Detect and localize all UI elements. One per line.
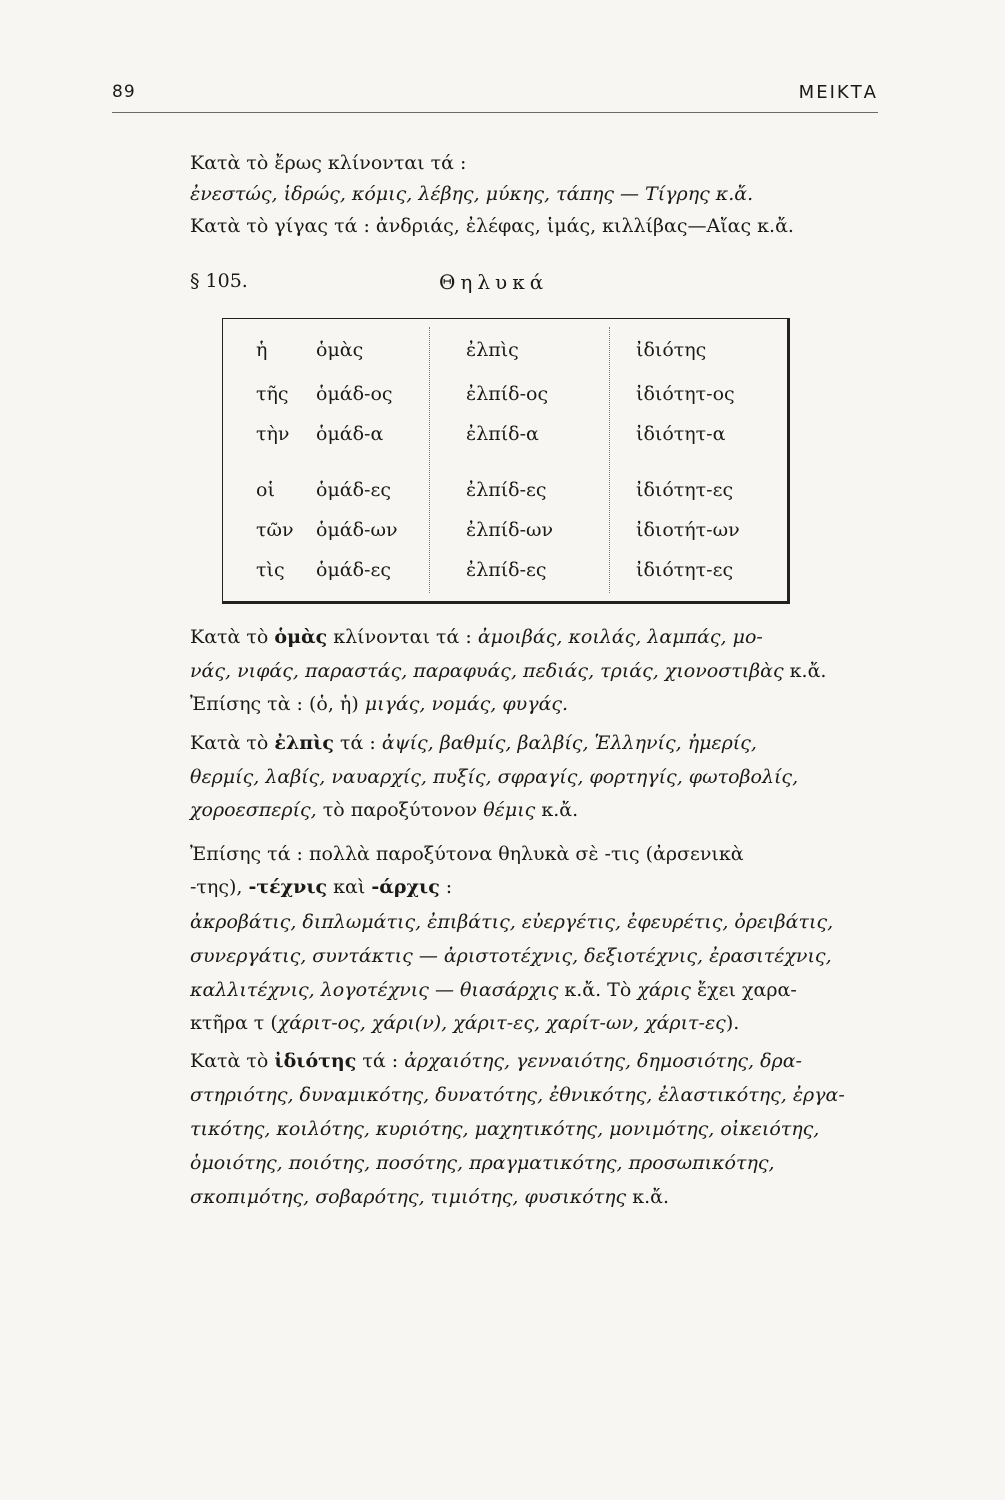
section-title: Θηλυκά bbox=[439, 270, 549, 294]
omas-form: ὁμάδ-ος bbox=[316, 383, 393, 405]
declension-table bbox=[222, 318, 790, 604]
running-head: ΜΕΙΚΤΑ bbox=[798, 82, 878, 103]
omas-keyword: ὁμὰς bbox=[274, 626, 328, 648]
idiotis-paragraph-line: τικότης, κοιλότης, κυριότης, μαχητικότης, μονιμότης, οἰκειότης, bbox=[190, 1118, 820, 1140]
idiotis-keyword: ἰδιότης bbox=[274, 1050, 357, 1072]
omas-form: ὁμάδ-ες bbox=[316, 559, 391, 581]
idiotis-form: ἰδιότης bbox=[636, 339, 707, 361]
paroxytona-line: ἀκροβάτις, διπλωμάτις, ἐπιβάτις, εὐεργέτις, ἐφευρέτις, ὀρειβάτις, bbox=[190, 911, 834, 933]
idiotis-paragraph-line: ὁμοιότης, ποιότης, ποσότης, πραγματικότης, προσωπικότης, bbox=[190, 1152, 775, 1174]
elpis-form: ἐλπὶς bbox=[466, 339, 519, 361]
elpis-keyword: ἐλπὶς bbox=[274, 732, 334, 754]
elpis-form: ἐλπίδ-ες bbox=[466, 479, 547, 501]
eros-examples: ἐνεστώς, ἱδρώς, κόμις, λέβης, μύκης, τάπης — Τίγρης κ.ἄ. bbox=[190, 183, 754, 205]
column-divider bbox=[609, 327, 610, 593]
paroxytona-line: Ἐπίσης τά : πολλὰ παροξύτονα θηλυκὰ σὲ -τις (ἀρσενικὰ bbox=[190, 843, 744, 865]
page-number: 89 bbox=[112, 82, 136, 102]
paroxytona-line: καλλιτέχνις, λογοτέχνις — θιασάρχις κ.ἄ. Τὸ χάρις ἔχει χαρα- bbox=[190, 979, 797, 1001]
paroxytona-line: συνεργάτις, συντάκτις — ἀριστοτέχνις, δεξιοτέχνις, ἐρασιτέχνις, bbox=[190, 945, 832, 967]
idiotis-paragraph-line: Κατὰ τὸ ἰδιότης τά : ἀρχαιότης, γενναιότης, δημοσιότης, δρα- bbox=[190, 1050, 802, 1072]
elpis-paragraph-line: Κατὰ τὸ ἐλπὶς τά : ἀψίς, βαθμίς, βαλβίς, Ἑλληνίς, ἠμερίς, bbox=[190, 732, 757, 754]
omas-form: ὁμάδ-α bbox=[316, 423, 384, 445]
page-header bbox=[112, 82, 878, 113]
idiotis-form: ἰδιοτήτ-ων bbox=[636, 519, 740, 541]
omas-paragraph-line: Κατὰ τὸ ὁμὰς κλίνονται τά : ἀμοιβάς, κοιλάς, λαμπάς, μο- bbox=[190, 626, 763, 648]
paroxytona-line: κτῆρα τ (χάριτ-ος, χάρι(ν), χάριτ-ες, χαρίτ-ων, χάριτ-ες). bbox=[190, 1012, 740, 1034]
omas-form: ὁμὰς bbox=[316, 339, 364, 361]
idiotis-paragraph-line: σκοπιμότης, σοβαρότης, τιμιότης, φυσικότης κ.ἄ. bbox=[190, 1186, 670, 1208]
eros-intro: Κατὰ τὸ ἔρως κλίνονται τά : bbox=[190, 152, 467, 174]
article-cell: τὴν bbox=[256, 423, 290, 445]
article-cell: οἱ bbox=[256, 479, 275, 501]
idiotis-form: ἰδιότητ-ος bbox=[636, 383, 735, 405]
omas-form: ὁμάδ-ων bbox=[316, 519, 398, 541]
omas-paragraph-line: νάς, νιφάς, παραστάς, παραφυάς, πεδιάς, τριάς, χιονοστιβὰς κ.ἄ. bbox=[190, 660, 827, 682]
article-cell: τὶς bbox=[256, 559, 285, 581]
idiotis-form: ἰδιότητ-ες bbox=[636, 559, 734, 581]
column-divider bbox=[429, 327, 430, 593]
paroxytona-line: -της), -τέχνις καὶ -άρχις : bbox=[190, 876, 453, 898]
elpis-paragraph-line: χοροεσπερίς, τὸ παροξύτονον θέμις κ.ἄ. bbox=[190, 799, 579, 821]
article-cell: τῆς bbox=[256, 383, 289, 405]
idiotis-form: ἰδιότητ-ες bbox=[636, 479, 734, 501]
article-cell: τῶν bbox=[256, 519, 294, 541]
elpis-form: ἐλπίδ-ες bbox=[466, 559, 547, 581]
elpis-form: ἐλπίδ-ων bbox=[466, 519, 554, 541]
elpis-form: ἐλπίδ-α bbox=[466, 423, 539, 445]
gigas-line: Κατὰ τὸ γίγας τά : ἀνδριάς, ἐλέφας, ἱμάς, κιλλίβας—Αἴας κ.ἄ. bbox=[190, 215, 794, 237]
article-cell: ἡ bbox=[256, 339, 268, 361]
omas-form: ὁμάδ-ες bbox=[316, 479, 391, 501]
elpis-form: ἐλπίδ-ος bbox=[466, 383, 549, 405]
idiotis-paragraph-line: στηριότης, δυναμικότης, δυνατότης, ἐθνικότης, ἐλαστικότης, ἐργα- bbox=[190, 1084, 845, 1106]
idiotis-form: ἰδιότητ-α bbox=[636, 423, 726, 445]
elpis-paragraph-line: θερμίς, λαβίς, ναυαρχίς, πυξίς, σφραγίς, φορτηγίς, φωτοβολίς, bbox=[190, 766, 799, 788]
section-number: § 105. bbox=[190, 270, 248, 292]
omas-also-line: Ἐπίσης τὰ : (ὁ, ἡ) μιγάς, νομάς, φυγάς. bbox=[190, 693, 569, 715]
